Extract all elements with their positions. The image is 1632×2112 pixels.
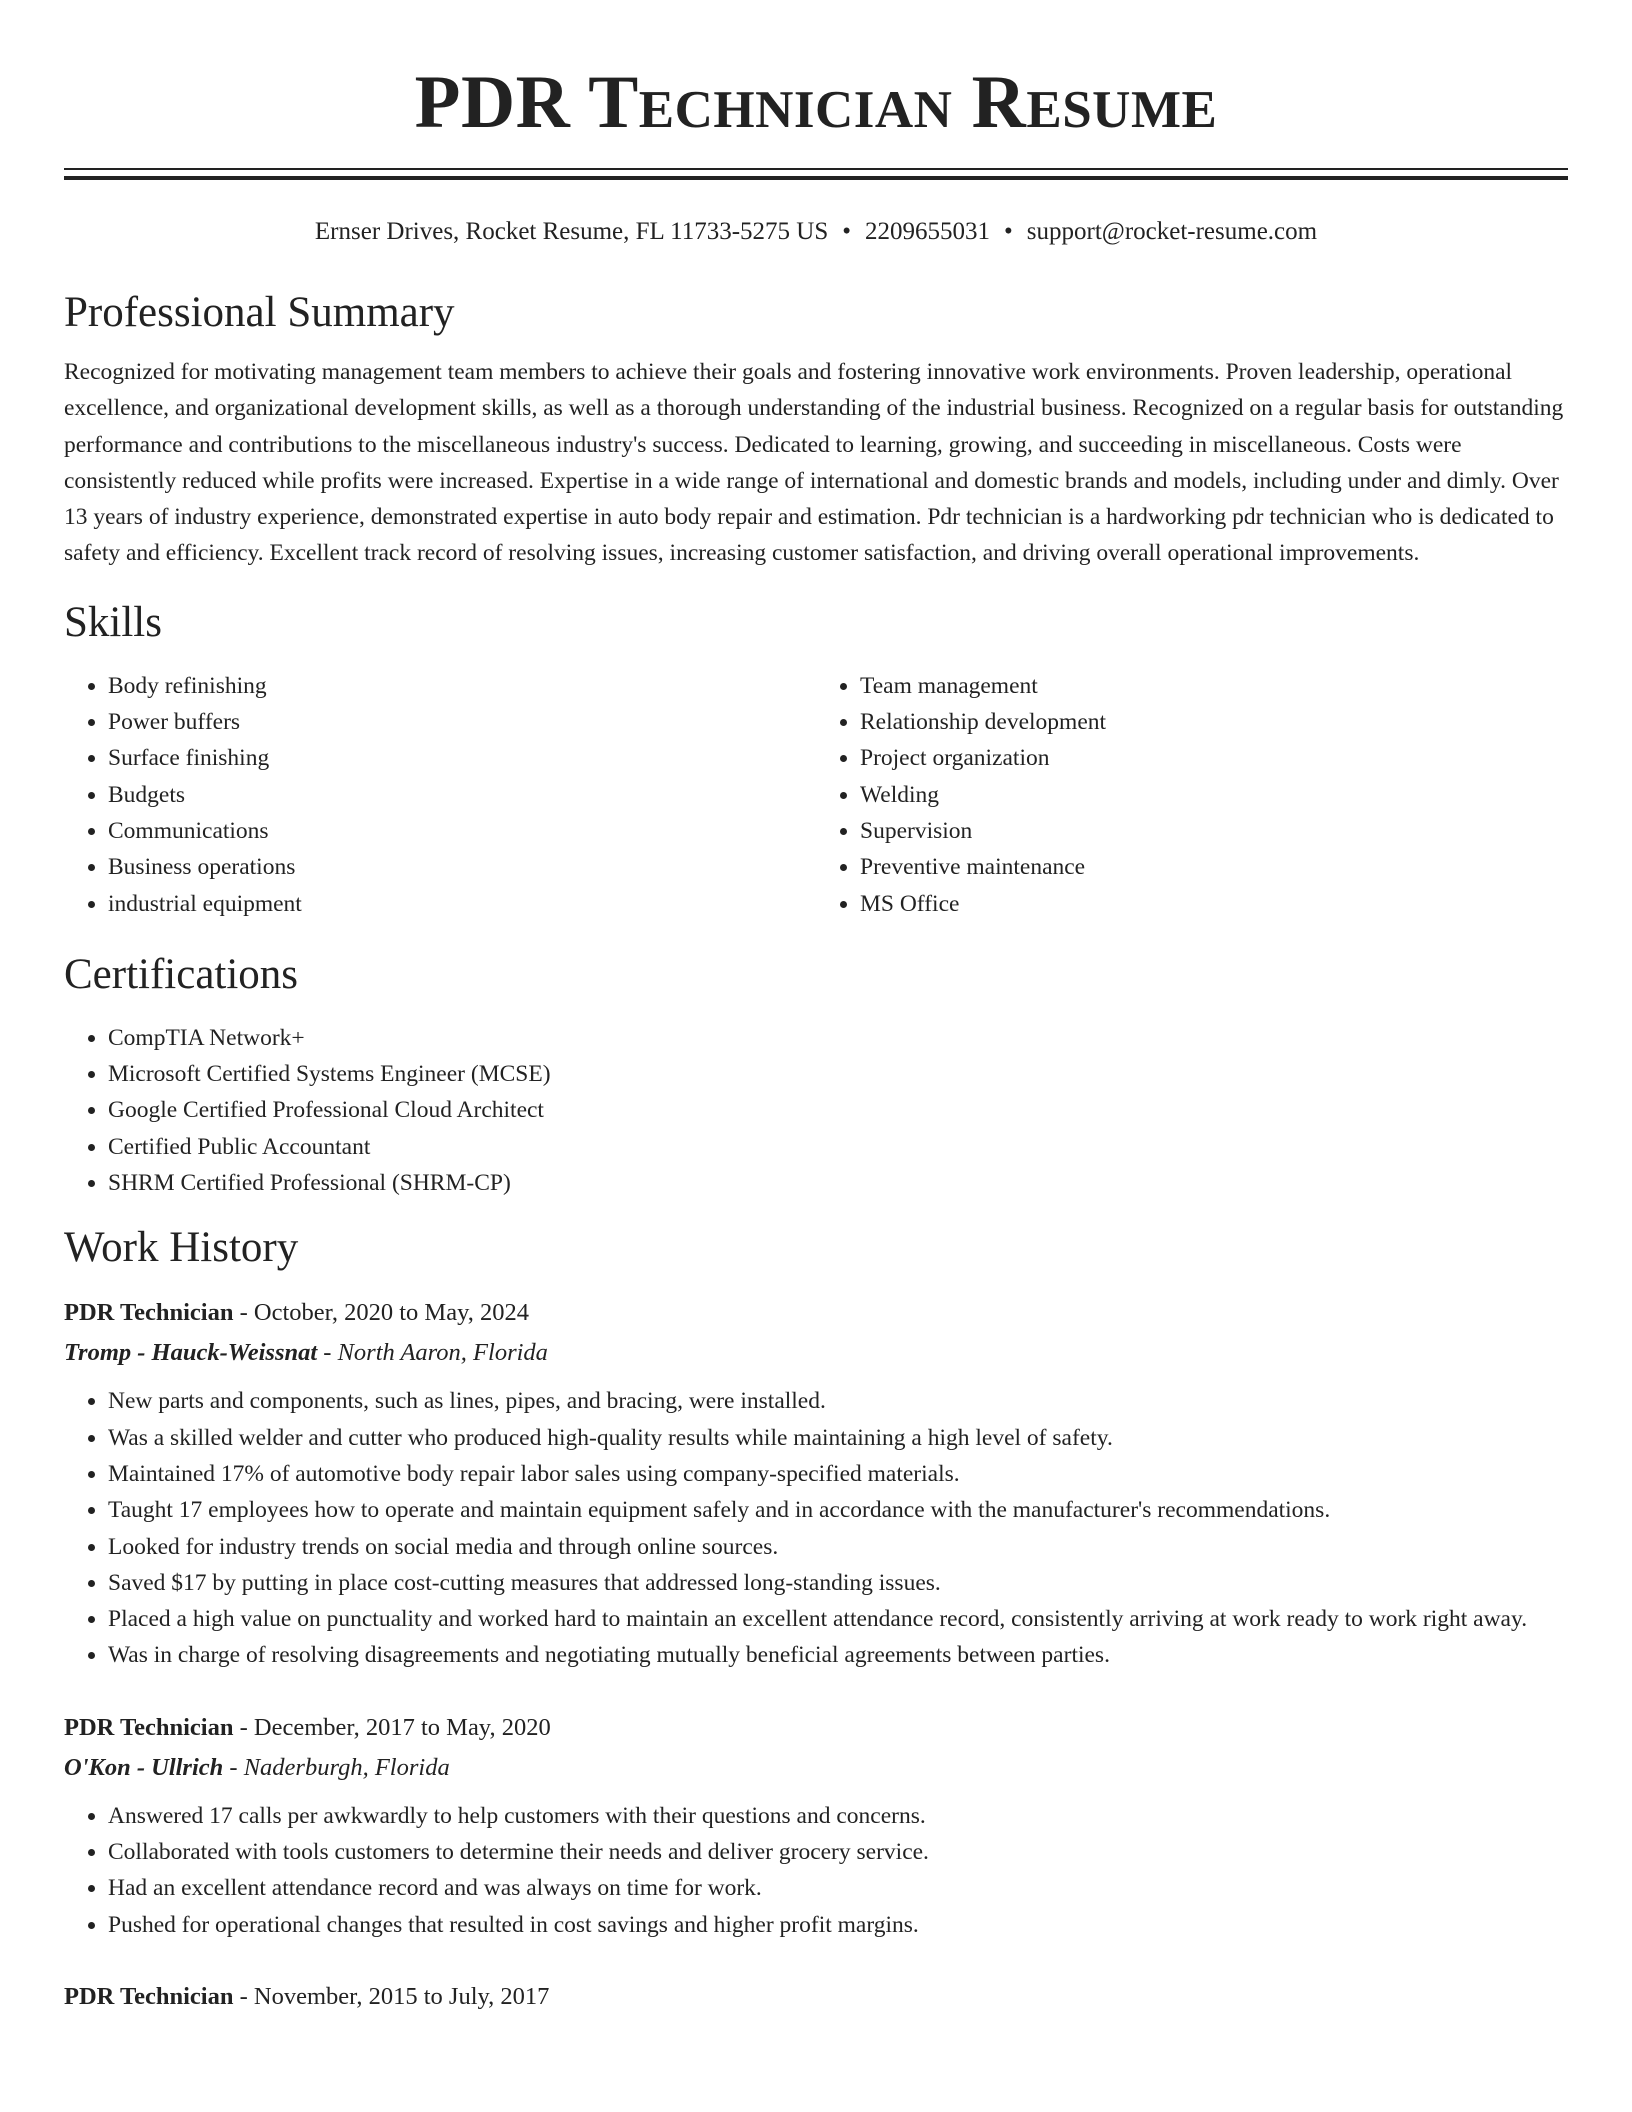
- job-company: O'Kon - Ullrich: [64, 1753, 224, 1781]
- contact-separator: •: [1004, 218, 1013, 245]
- job-entry: [64, 1293, 1568, 1673]
- contact-line: [64, 216, 1568, 248]
- skill-item: • Supervision: [860, 813, 1568, 849]
- job-entry: [64, 1708, 1568, 1943]
- job-bullet: • Placed a high value on punctuality and worked hard to maintain an excellent attendance record, consistently arriving at work ready to work right away.: [108, 1601, 1568, 1637]
- job-title-line: PDR Technician - November, 2015 to July, 2017: [64, 1982, 550, 2010]
- skill-item: • Preventive maintenance: [860, 849, 1568, 885]
- certification-item: • Google Certified Professional Cloud Architect: [108, 1092, 1568, 1128]
- job-company-line: Tromp - Hauck-Weissnat - North Aaron, Florida: [64, 1339, 548, 1367]
- job-bullet: • Collaborated with tools customers to determine their needs and deliver grocery service.: [108, 1834, 1568, 1870]
- skill-item: • Project organization: [860, 740, 1568, 776]
- job-title: PDR Technician: [64, 1713, 234, 1741]
- job-title-line: PDR Technician - December, 2017 to May, 2020: [64, 1713, 551, 1741]
- job-dates: December, 2017 to May, 2020: [253, 1713, 551, 1741]
- skill-item: • Communications: [108, 813, 816, 849]
- skills-heading: Skills: [64, 598, 162, 646]
- job-bullet: • Saved $17 by putting in place cost-cutting measures that addressed long-standing issues.: [108, 1565, 1568, 1601]
- job-title-line: PDR Technician - October, 2020 to May, 2024: [64, 1299, 529, 1327]
- job-bullet: • New parts and components, such as lines, pipes, and bracing, were installed.: [108, 1383, 1568, 1419]
- contact-address: Ernser Drives, Rocket Resume, FL 11733-5275 US: [314, 218, 829, 245]
- skills-columns: [64, 668, 1568, 922]
- job-location: North Aaron, Florida: [337, 1339, 548, 1367]
- contact-phone: 2209655031: [865, 218, 991, 245]
- job-bullet: • Looked for industry trends on social media and through online sources.: [108, 1529, 1568, 1565]
- job-bullet: • Had an excellent attendance record and was always on time for work.: [108, 1870, 1568, 1906]
- certification-item: • CompTIA Network+: [108, 1020, 1568, 1056]
- contact-email: support@rocket-resume.com: [1026, 218, 1318, 245]
- resume-title: PDR Technician Resume: [414, 61, 1218, 144]
- skill-item: • MS Office: [860, 886, 1568, 922]
- skills-list-right: [816, 668, 1568, 922]
- job-title: PDR Technician: [64, 1299, 234, 1327]
- certifications-heading: Certifications: [64, 950, 299, 998]
- job-dates: October, 2020 to May, 2024: [253, 1299, 529, 1327]
- job-bullet: • Pushed for operational changes that resulted in cost savings and higher profit margins.: [108, 1907, 1568, 1943]
- summary-heading: Professional Summary: [64, 289, 455, 336]
- certification-item: • Microsoft Certified Systems Engineer (MCSE): [108, 1056, 1568, 1092]
- certification-item: • SHRM Certified Professional (SHRM-CP): [108, 1165, 1568, 1201]
- job-company-line: O'Kon - Ullrich - Naderburgh, Florida: [64, 1753, 450, 1781]
- skill-item: • Body refinishing: [108, 668, 816, 704]
- skill-item: • Budgets: [108, 777, 816, 813]
- resume-page: [64, 0, 1568, 2017]
- job-title: PDR Technician: [64, 1982, 234, 2010]
- job-bullets: [64, 1798, 1568, 1943]
- job-bullet: • Was a skilled welder and cutter who produced high-quality results while maintaining a high level of safety.: [108, 1420, 1568, 1456]
- summary-text: Recognized for motivating management team members to achieve their goals and fostering innovative work environments. Proven leadership, operational excellence, and organizational development skills, as well as a thorough understanding of the industrial business. Recognized on a regular basis for outstanding performance and contributions to the miscellaneous industry's success. Dedicated to learning, growing, and succeeding in miscellaneous. Costs were consistently reduced while profits were increased. Expertise in a wide range of international and domestic brands and models, including under and dimly. Over 13 years of industry experience, demonstrated expertise in auto body repair and estimation. Pdr technician is a hardworking pdr technician who is dedicated to safety and efficiency. Excellent track record of resolving issues, increasing customer satisfaction, and driving overall operational improvements.: [64, 359, 1564, 567]
- contact-separator: •: [842, 218, 852, 245]
- title-divider-thin: [64, 168, 1568, 170]
- title-divider-thick: [64, 176, 1568, 180]
- skill-item: • Surface finishing: [108, 740, 816, 776]
- skill-item: • industrial equipment: [108, 886, 816, 922]
- certification-item: • Certified Public Accountant: [108, 1129, 1568, 1165]
- job-dates: November, 2015 to July, 2017: [253, 1982, 550, 2010]
- job-company: Tromp - Hauck-Weissnat: [64, 1339, 318, 1367]
- certifications-list: [64, 1020, 1568, 1201]
- job-location: Naderburgh, Florida: [243, 1753, 450, 1781]
- job-bullet: • Taught 17 employees how to operate and maintain equipment safely and in accordance with the manufacturer's recommendations.: [108, 1492, 1568, 1528]
- job-bullet: • Maintained 17% of automotive body repair labor sales using company-specified materials.: [108, 1456, 1568, 1492]
- job-bullet: • Answered 17 calls per awkwardly to help customers with their questions and concerns.: [108, 1798, 1568, 1834]
- skill-item: • Relationship development: [860, 704, 1568, 740]
- skills-list-left: [64, 668, 816, 922]
- job-bullet: • Was in charge of resolving disagreements and negotiating mutually beneficial agreements between parties.: [108, 1637, 1568, 1673]
- skill-item: • Power buffers: [108, 704, 816, 740]
- job-bullets: [64, 1383, 1568, 1673]
- skill-item: • Business operations: [108, 849, 816, 885]
- skill-item: • Team management: [860, 668, 1568, 704]
- work-history-heading: Work History: [64, 1224, 299, 1272]
- skill-item: • Welding: [860, 777, 1568, 813]
- job-entry: [64, 1977, 1568, 2017]
